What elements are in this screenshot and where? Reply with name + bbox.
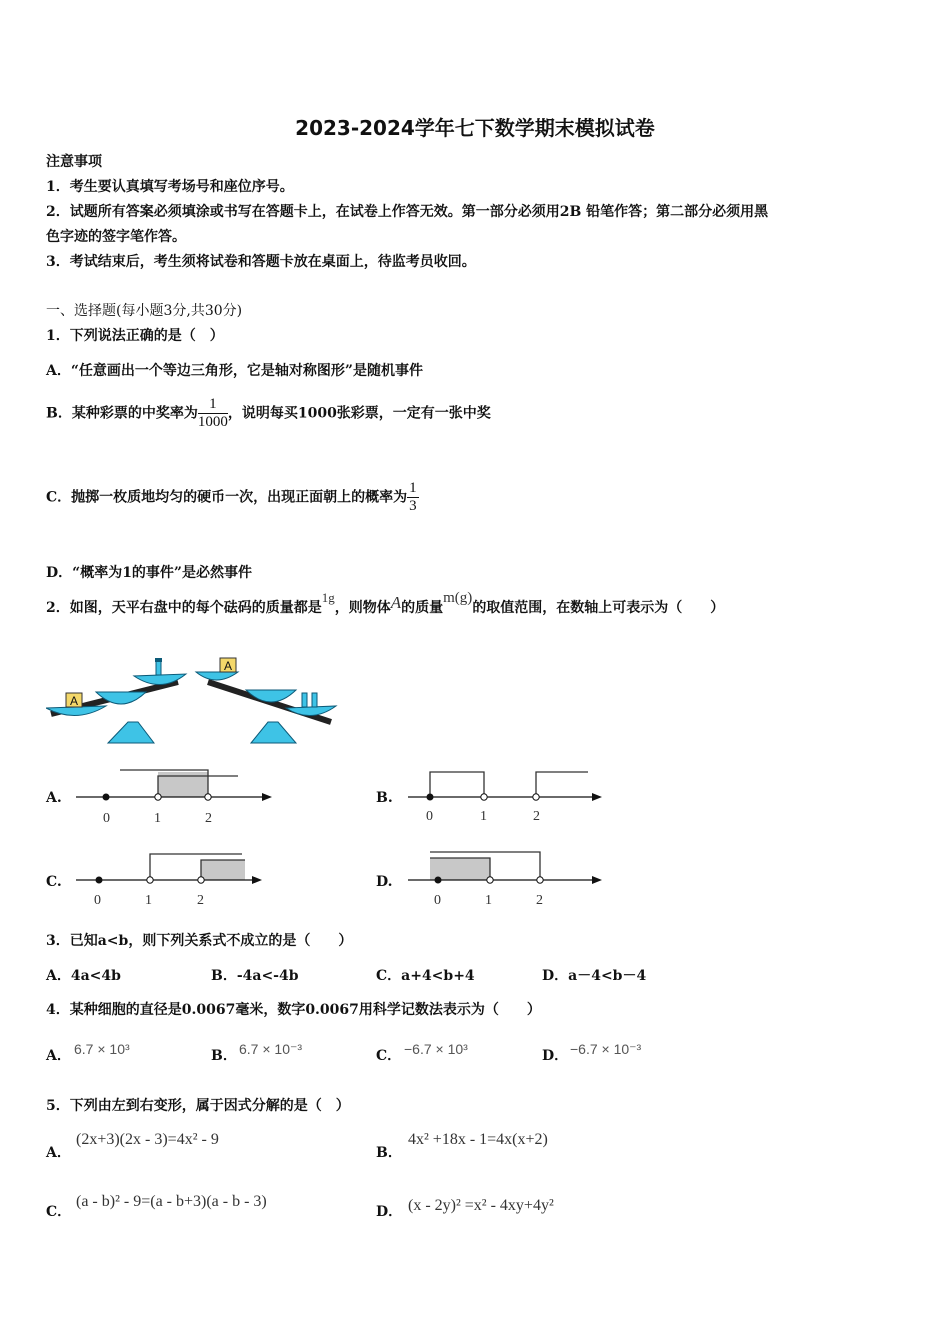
tick-label: 1 [154, 811, 161, 826]
q1-option-c-fraction [407, 480, 419, 515]
open-point [155, 794, 161, 800]
tick-label: 2 [205, 811, 212, 826]
q2-option-a-number-line [76, 762, 276, 830]
q5-stem: 5．下列由左到右变形，属于因式分解的是（ ） [46, 1098, 350, 1114]
q2-stem-c: 的质量 [401, 600, 444, 616]
q4-option-b-label: B． [211, 1048, 237, 1064]
q5-option-b: 4x² +18x - 1=4x(x+2) [408, 1131, 548, 1148]
q1-option-a: A．“任意画出一个等边三角形，它是轴对称图形”是随机事件 [46, 363, 423, 379]
q1-option-b-fraction [198, 396, 228, 431]
q2-option-a-label: A. [46, 790, 62, 806]
open-point [487, 877, 493, 883]
notice-heading: 注意事项 [46, 154, 102, 170]
q1-stem: 1．下列说法正确的是（ ） [46, 328, 224, 344]
right-balance [196, 658, 336, 743]
q2-object: A [390, 593, 402, 612]
notice-item-2: 2．试题所有答案必须填涂或书写在答题卡上，在试卷上作答无效。第一部分必须用2B 铅笔作答；第二部分必须用黑 [46, 204, 769, 220]
balance-scales-figure [46, 652, 341, 748]
tick-label: 0 [94, 893, 101, 908]
open-point [481, 794, 487, 800]
q4-option-d-label: D． [542, 1048, 569, 1064]
q3-option-a: A．4a<4b [46, 968, 121, 984]
notice-item-1: 1．考生要认真填写考场号和座位序号。 [46, 179, 294, 195]
q5-option-b-label: B． [376, 1145, 402, 1161]
q2-stem [46, 590, 725, 617]
q1-option-b-pre: B．某种彩票的中奖率为 [46, 405, 198, 422]
solid-point [96, 877, 103, 884]
q2-mass: m(g) [443, 590, 473, 606]
fraction-numerator: 1 [198, 396, 228, 414]
q1-option-c [46, 480, 419, 515]
q1-option-d: D．“概率为1的事件”是必然事件 [46, 565, 252, 581]
q3-option-c: C．a+4<b+4 [376, 968, 475, 984]
q4-option-c-label: C． [376, 1048, 402, 1064]
q4-stem: 4．某种细胞的直径是0.0067毫米，数字0.0067用科学记数法表示为（ ） [46, 1002, 541, 1018]
q4-option-c: −6.7 × 10³ [404, 1041, 468, 1057]
q1-option-b-post: ，说明每买1000张彩票，一定有一张中奖 [227, 405, 491, 422]
open-point [205, 794, 211, 800]
q2-option-b-label: B. [376, 790, 393, 806]
tick-label: 2 [197, 893, 204, 908]
tick-label: 0 [103, 811, 110, 826]
q5-option-a-label: A． [46, 1145, 71, 1161]
q4-option-a-label: A． [46, 1048, 71, 1064]
open-point [537, 877, 543, 883]
q5-option-a: (2x+3)(2x - 3)=4x² - 9 [76, 1131, 219, 1148]
q3-option-d: D．a－4<b－4 [542, 968, 647, 984]
fraction-denominator: 3 [409, 498, 417, 514]
tick-label: 1 [145, 893, 152, 908]
open-point [533, 794, 539, 800]
open-point [198, 877, 204, 883]
solid-point [103, 794, 110, 801]
page-title: 2023-2024学年七下数学期末模拟试卷 [295, 116, 655, 140]
notice-item-2-cont: 色字迹的签字笔作答。 [46, 229, 186, 245]
fraction-denominator: 1000 [197, 414, 228, 430]
q2-option-d-label: D. [376, 874, 393, 890]
tick-label: 2 [536, 893, 543, 908]
solid-point [435, 877, 442, 884]
tick-label: 1 [480, 809, 487, 824]
q2-option-d-number-line [408, 846, 608, 914]
q2-option-c-label: C. [46, 874, 62, 890]
q5-option-d-label: D． [376, 1204, 403, 1220]
q2-stem-a: 2．如图，天平右盘中的每个砝码的质量都是 [46, 600, 322, 616]
fraction-numerator: 1 [409, 480, 417, 496]
q2-stem-d: 的取值范围，在数轴上可表示为（ ） [472, 600, 725, 616]
q3-stem: 3．已知a<b，则下列关系式不成立的是（ ） [46, 933, 353, 949]
q4-option-b: 6.7 × 10⁻³ [239, 1041, 303, 1057]
shaded-interval [201, 860, 245, 880]
tick-label: 0 [426, 809, 433, 824]
notice-item-3: 3．考试结束后，考生须将试卷和答题卡放在桌面上，待监考员收回。 [46, 254, 476, 270]
q1-option-b [46, 396, 491, 431]
q2-stem-b: ，则物体 [334, 600, 391, 616]
q5-option-c: (a - b)² - 9=(a - b+3)(a - b - 3) [76, 1193, 267, 1210]
tick-label: 0 [434, 893, 441, 908]
q3-option-b: B．-4a<-4b [211, 968, 299, 984]
q2-option-c-number-line [76, 846, 276, 914]
tick-label: 1 [485, 893, 492, 908]
weight-box-label: A [69, 694, 79, 708]
q1-option-c-pre: C．抛掷一枚质地均匀的硬币一次，出现正面朝上的概率为 [46, 489, 408, 506]
weight-box-label: A [223, 659, 233, 673]
q5-option-d: (x - 2y)² =x² - 4xy+4y² [408, 1197, 554, 1214]
q5-option-c-label: C． [46, 1204, 72, 1220]
section-heading: 一、选择题(每小题3分,共30分) [46, 303, 243, 319]
q2-option-b-number-line [408, 762, 608, 830]
q4-option-a: 6.7 × 10³ [74, 1041, 130, 1057]
q4-option-d: −6.7 × 10⁻³ [570, 1041, 642, 1057]
open-point [147, 877, 153, 883]
solid-point [427, 794, 434, 801]
tick-label: 2 [533, 809, 540, 824]
left-balance [46, 658, 186, 743]
q2-unit: 1g [321, 590, 335, 605]
